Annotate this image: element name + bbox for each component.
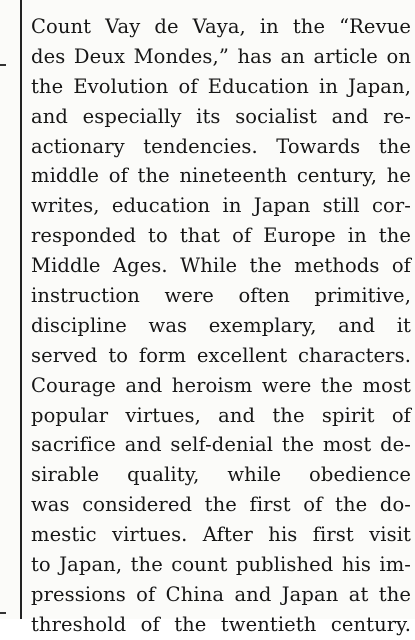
text-line: Courage and heroism were the most xyxy=(31,373,411,397)
text-line: mestic virtues. After his first visit xyxy=(31,523,411,547)
text-line: Middle Ages. While the methods of xyxy=(31,254,411,278)
text-line: des Deux Mondes,” has an article on xyxy=(31,44,411,68)
text-line: Count Vay de Vaya, in the “Revue xyxy=(31,15,411,38)
text-line: served to form excellent characters. xyxy=(31,343,411,367)
text-line: to Japan, the count published his im- xyxy=(31,553,411,577)
text-line: writes, education in Japan still cor- xyxy=(31,194,411,218)
text-line: the Evolution of Education in Japan, xyxy=(31,74,411,98)
text-line: threshold of the twentieth century. xyxy=(31,612,411,636)
article-text xyxy=(31,12,411,640)
text-line: actionary tendencies. Towards the xyxy=(31,134,411,158)
text-line: pressions of China and Japan at the xyxy=(31,582,411,606)
text-line: was considered the first of the do- xyxy=(31,493,411,517)
column-rule xyxy=(20,0,22,619)
text-line: middle of the nineteenth century, he xyxy=(31,164,411,188)
margin-mark xyxy=(0,64,6,66)
text-line: instruction were often primitive, xyxy=(31,284,411,308)
text-line: sirable quality, while obedience xyxy=(31,463,411,487)
text-line: popular virtues, and the spirit of xyxy=(31,403,411,427)
text-line: and especially its socialist and re- xyxy=(31,104,411,128)
text-line: discipline was exemplary, and it xyxy=(31,313,411,337)
text-line: responded to that of Europe in the xyxy=(31,224,411,248)
text-line: sacrifice and self-denial the most de- xyxy=(31,433,411,457)
margin-mark xyxy=(0,612,6,614)
